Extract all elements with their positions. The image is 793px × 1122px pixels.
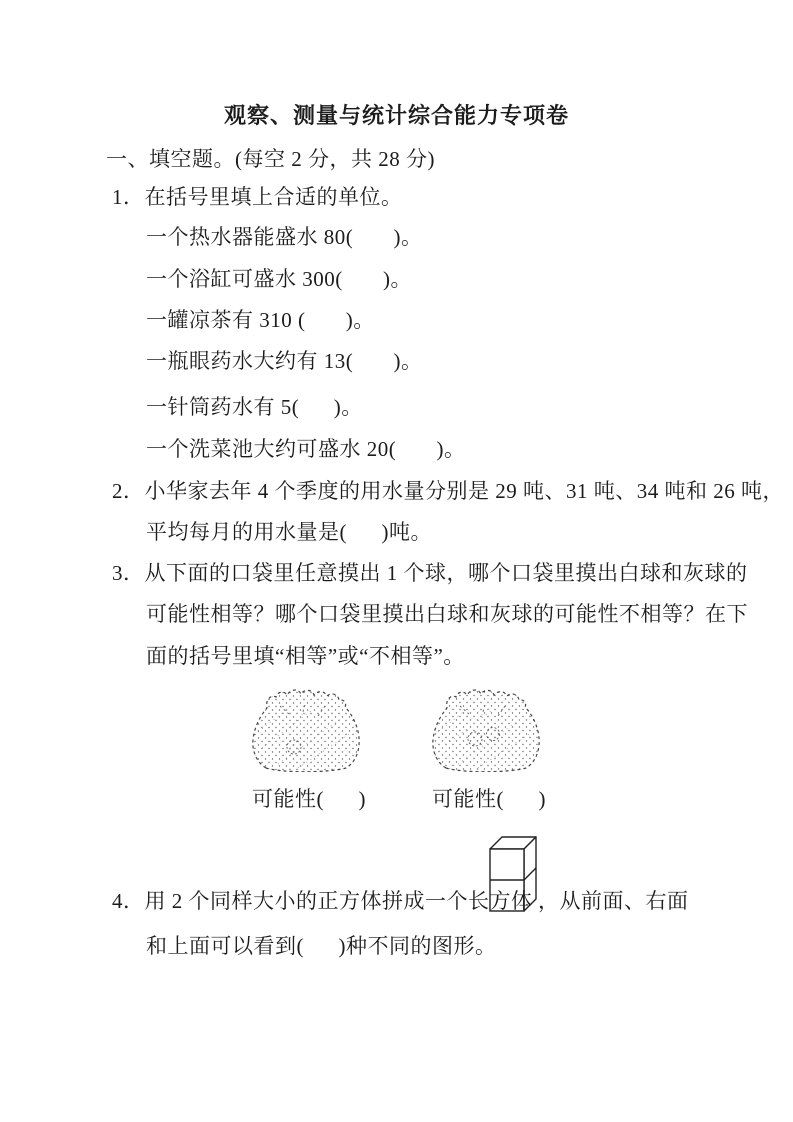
question-2-line-1: 2．小华家去年 4 个季度的用水量分别是 29 吨、31 吨、34 吨和 26 吨， — [112, 479, 784, 503]
question-1-item-1: 一个热水器能盛水 80( )。 — [146, 225, 423, 249]
cloth-bag-figure-1 — [250, 680, 362, 772]
bag-1-possibility-label: 可能性( ) — [252, 787, 366, 811]
bag-2-possibility-label: 可能性( ) — [432, 787, 546, 811]
question-1-item-5: 一针筒药水有 5( )。 — [146, 395, 363, 419]
question-2-line-2: 平均每月的用水量是( )吨。 — [146, 520, 432, 544]
question-1-stem: 1．在括号里填上合适的单位。 — [112, 185, 403, 209]
section-header: 一、填空题。(每空 2 分，共 28 分) — [106, 147, 435, 171]
question-4-line-2: 和上面可以看到( )种不同的图形。 — [146, 934, 497, 958]
question-3-line-1: 3．从下面的口袋里任意摸出 1 个球，哪个口袋里摸出白球和灰球的 — [112, 561, 748, 585]
question-1-item-4: 一瓶眼药水大约有 13( )。 — [146, 349, 423, 373]
question-1-item-3: 一罐凉茶有 310 ( )。 — [146, 308, 375, 332]
cloth-bag-figure-2 — [430, 680, 542, 772]
question-3-line-2: 可能性相等？哪个口袋里摸出白球和灰球的可能性不相等？在下 — [146, 602, 748, 626]
question-3-line-3: 面的括号里填“相等”或“不相等”。 — [146, 644, 465, 668]
question-1-item-2: 一个浴缸可盛水 300( )。 — [146, 267, 412, 291]
question-4-line-1-before-figure: 4．用 2 个同样大小的正方体拼成一个长方体 — [112, 889, 533, 913]
question-4-line-1-after-figure: ，从前面、右面 — [538, 889, 689, 913]
question-1-item-6: 一个洗菜池大约可盛水 20( )。 — [146, 437, 466, 461]
page-title: 观察、测量与统计综合能力专项卷 — [223, 103, 569, 128]
